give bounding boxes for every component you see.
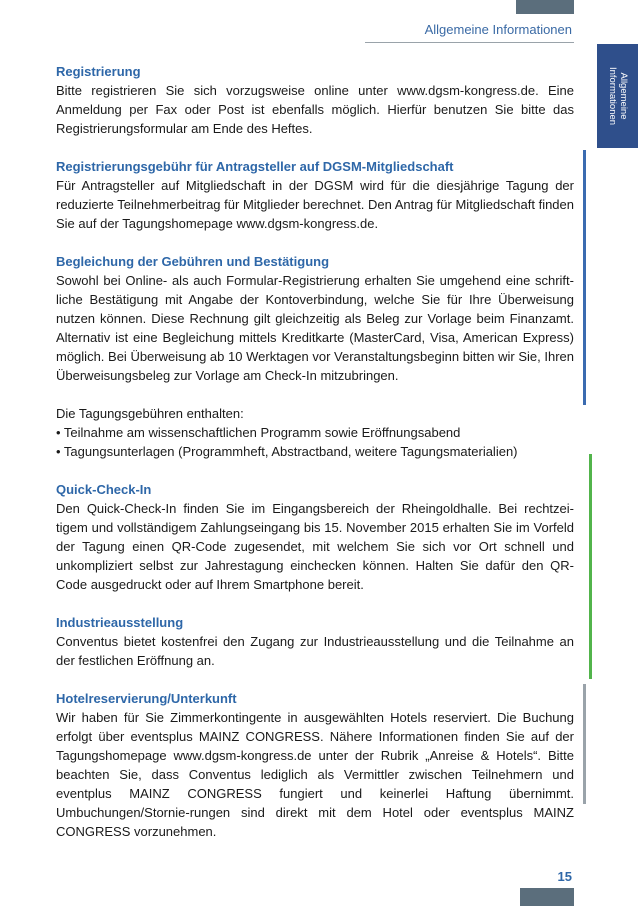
section-registrierungsgebuehr (56, 157, 574, 233)
section-registrierung (56, 62, 574, 138)
section-title: Hotelreservierung/Unterkunft (56, 691, 237, 706)
section-fees (56, 404, 574, 461)
fees-item: • Tagungsunterlagen (Programmheft, Abstractband, weitere Tagungsmaterialien) (56, 444, 518, 459)
page-number: 15 (557, 869, 572, 884)
side-tab (597, 44, 638, 148)
side-tab-line1: Allgemeine (617, 72, 629, 120)
header-decor-box (516, 0, 574, 14)
section-industrieausstellung (56, 613, 574, 670)
section-title: Industrieausstellung (56, 615, 184, 630)
section-body: Sowohl bei Online- als auch Formular-Registrierung erhalten Sie umgehend eine schrift-liche Bestätigung mit Angabe der Kontoverbindung, welche Sie für Ihre Überweisung nutzen können. Diese Rechnung gilt gleichzeitig als Beleg zur Vorlage beim Finanzamt. Alternativ ist eine Begleichung mittels Kreditkarte (MasterCard, Visa, American Express) möglich. Bei Überweisung ab 10 Werktagen vor Veranstaltungsbeginn bitten wir Sie, Ihren Überweisungsbeleg zur Vorlage am Check-In mitzubringen. (56, 273, 574, 383)
page-header-title: Allgemeine Informationen (424, 22, 572, 37)
section-title: Quick-Check-In (56, 482, 152, 497)
section-body: Conventus bietet kostenfrei den Zugang zur Industrieausstellung und die Teilnahme an der festlichen Eröffnung an. (56, 634, 574, 668)
section-body: Bitte registrieren Sie sich vorzugsweise online unter www.dgsm-kongress.de. Eine Anmeldung per Fax oder Post ist ebenfalls möglich. Hierfür benutzen Sie bitte das Registrierungsformular am Ende des Heftes. (56, 83, 574, 136)
fees-intro: Die Tagungsgebühren enthalten: (56, 406, 244, 421)
section-title: Registrierungsgebühr für Antragsteller auf DGSM-Mitgliedschaft (56, 159, 454, 174)
section-quick-check-in (56, 480, 574, 594)
section-begleichung (56, 252, 574, 385)
page-content (56, 62, 574, 860)
side-tab-label (607, 67, 629, 125)
section-title: Registrierung (56, 64, 141, 79)
margin-bar-gray (583, 684, 586, 804)
fees-item: • Teilnahme am wissenschaftlichen Programm sowie Eröffnungsabend (56, 425, 461, 440)
section-body: Den Quick-Check-In finden Sie im Eingangsbereich der Rheingoldhalle. Bei rechtzei-tigem und vollständigem Zahlungseingang bis 15. November 2015 erhalten Sie im Vorfeld der Tagung einen QR-Code zugesendet, mit welchem Sie sich vor Ort schnell und unkompliziert selbst zur Jahrestagung einchecken können. Halten Sie dafür den QR-Code ausgedruckt oder auf Ihrem Smartphone bereit. (56, 501, 574, 592)
margin-bar-blue (583, 150, 586, 405)
section-body: Wir haben für Sie Zimmerkontingente in ausgewählten Hotels reserviert. Die Buchung erfolgt über eventsplus MAINZ CONGRESS. Nähere Informationen finden Sie auf der Tagungshomepage www.dgsm-kongress.de unter der Rubrik „Anreise & Hotels“. Bitte beachten Sie, dass Conventus lediglich als Vermittler zwischen Teilnehmern und eventplus MAINZ CONGRESS fungiert und keinerlei Haftung übernimmt. Umbuchungen/Stornie-rungen sind direkt mit dem Hotel oder eventsplus MAINZ CONGRESS vorzunehmen. (56, 710, 574, 839)
margin-bar-green (589, 454, 592, 679)
footer-decor-box (520, 888, 574, 906)
section-body: Für Antragsteller auf Mitgliedschaft in der DGSM wird für die diesjährige Tagung der reduzierte Teilnehmerbeitrag für Mitglieder berechnet. Den Antrag für Mitgliedschaft finden Sie auf der Tagungshomepage www.dgsm-kongress.de. (56, 178, 574, 231)
side-tab-line2: Informationen (606, 66, 618, 126)
section-hotelreservierung (56, 689, 574, 841)
section-title: Begleichung der Gebühren und Bestätigung (56, 254, 330, 269)
header-divider (365, 42, 574, 43)
